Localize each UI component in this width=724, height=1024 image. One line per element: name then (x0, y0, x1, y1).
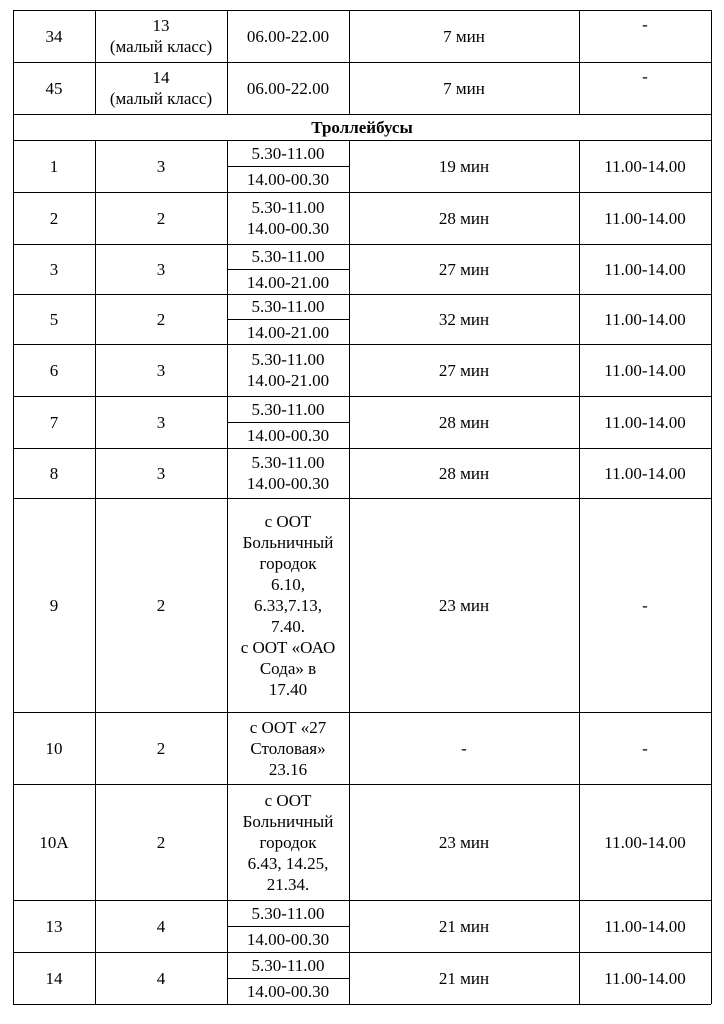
break-time-text: 11.00-14.00 (604, 832, 686, 852)
interval-cell (349, 448, 579, 498)
vehicle-count-cell (95, 396, 227, 448)
break-time-cell (579, 498, 711, 712)
route-number-text: 5 (49, 309, 59, 329)
column-divider (95, 140, 96, 1004)
operating-hours-line: с ООТ «ОАО (240, 637, 336, 657)
operating-hours-cell (227, 712, 349, 784)
vehicle-count-line: 4 (156, 916, 166, 936)
frame-divider (711, 114, 712, 140)
column-divider (711, 10, 712, 114)
operating-hours-cell (227, 498, 349, 712)
operating-hours-cell (227, 294, 349, 344)
break-time-cell (579, 448, 711, 498)
operating-hours-line: 14.00-21.00 (227, 319, 349, 344)
column-divider (579, 140, 580, 1004)
table-row (13, 952, 711, 1004)
route-number-text: 10 (45, 738, 63, 758)
interval-text: 7 мин (443, 26, 485, 46)
operating-hours-line: с ООТ (264, 790, 312, 810)
vehicle-count-cell (95, 62, 227, 114)
interval-text: 28 мин (438, 463, 490, 483)
frame-divider (13, 114, 14, 140)
vehicle-count-line: 2 (156, 208, 166, 228)
table-row (13, 448, 711, 498)
route-number-cell (13, 952, 95, 1004)
break-time-text: - (642, 595, 648, 615)
row-divider (13, 244, 711, 245)
break-time-cell (579, 10, 711, 62)
row-divider (13, 1004, 711, 1005)
vehicle-count-cell (95, 448, 227, 498)
table-row (13, 396, 711, 448)
break-time-cell (579, 900, 711, 952)
table-row (13, 294, 711, 344)
route-number-cell (13, 900, 95, 952)
route-number-text: 13 (45, 916, 63, 936)
operating-hours-line: 06.00-22.00 (246, 78, 330, 98)
break-time-cell (579, 344, 711, 396)
route-number-cell (13, 344, 95, 396)
break-time-cell (579, 244, 711, 294)
operating-hours-line: Столовая» (250, 738, 326, 758)
break-time-text: 11.00-14.00 (604, 412, 686, 432)
route-number-text: 10А (39, 832, 69, 852)
vehicle-count-line: 2 (156, 832, 166, 852)
break-time-cell (579, 294, 711, 344)
operating-hours-line: 06.00-22.00 (246, 26, 330, 46)
column-divider (227, 140, 228, 1004)
operating-hours-line: 5.30-11.00 (251, 198, 325, 217)
interval-cell (349, 140, 579, 192)
interval-text: 7 мин (443, 78, 485, 98)
vehicle-count-cell (95, 294, 227, 344)
row-divider (13, 62, 711, 63)
operating-hours-line: 23.16 (268, 759, 308, 779)
vehicle-count-line: 14 (152, 68, 170, 87)
operating-hours-line: 14.00-00.30 (227, 926, 349, 952)
vehicle-count-line: 2 (156, 309, 166, 329)
vehicle-count-cell (95, 900, 227, 952)
route-number-cell (13, 396, 95, 448)
row-divider (13, 10, 711, 11)
schedule-table (13, 10, 711, 1004)
column-divider (579, 10, 580, 114)
row-divider (13, 448, 711, 449)
vehicle-count-cell (95, 344, 227, 396)
column-divider (349, 140, 350, 1004)
interval-cell (349, 952, 579, 1004)
interval-text: 28 мин (438, 208, 490, 228)
operating-hours-line: 7.40. (271, 616, 305, 636)
operating-hours-line: 5.30-11.00 (251, 143, 325, 163)
interval-text: 32 мин (438, 309, 490, 329)
operating-hours-line: 14.00-00.30 (227, 166, 349, 192)
interval-text: 23 мин (438, 832, 490, 852)
operating-hours-cell (227, 396, 349, 448)
route-number-cell (13, 62, 95, 114)
break-time-text: 11.00-14.00 (604, 156, 686, 176)
vehicle-count-cell (95, 498, 227, 712)
operating-hours-line: 21.34. (266, 874, 310, 894)
vehicle-count-cell (95, 140, 227, 192)
column-divider (711, 140, 712, 1004)
interval-cell (349, 244, 579, 294)
table-row (13, 784, 711, 900)
interval-text: - (461, 738, 467, 758)
row-divider (13, 900, 711, 901)
operating-hours-cell (227, 448, 349, 498)
break-time-cell (579, 712, 711, 784)
operating-hours-line: 5.30-11.00 (251, 247, 325, 266)
operating-hours-cell (227, 784, 349, 900)
vehicle-count-cell (95, 192, 227, 244)
break-time-cell (579, 952, 711, 1004)
vehicle-count-line: 3 (156, 360, 166, 380)
interval-cell (349, 784, 579, 900)
break-time-text: 11.00-14.00 (604, 360, 686, 380)
interval-text: 23 мин (438, 595, 490, 615)
interval-cell (349, 396, 579, 448)
operating-hours-line: Больничный (242, 811, 334, 831)
route-number-text: 34 (45, 26, 63, 46)
route-number-text: 6 (49, 360, 59, 380)
operating-hours-cell (227, 952, 349, 1004)
break-time-text: 11.00-14.00 (604, 916, 686, 936)
table-row (13, 62, 711, 114)
table-row (13, 498, 711, 712)
break-time-text: 11.00-14.00 (604, 208, 686, 228)
interval-cell (349, 344, 579, 396)
interval-cell (349, 62, 579, 114)
interval-cell (349, 192, 579, 244)
break-time-text: 11.00-14.00 (604, 259, 686, 279)
route-number-text: 1 (49, 156, 59, 176)
break-time-cell (579, 396, 711, 448)
table-row (13, 344, 711, 396)
operating-hours-line: 14.00-00.30 (227, 422, 349, 448)
operating-hours-line: 5.30-11.00 (251, 399, 325, 419)
row-divider (13, 952, 711, 953)
column-divider (349, 10, 350, 114)
operating-hours-line: 14.00-00.30 (246, 474, 330, 493)
route-number-text: 8 (49, 463, 59, 483)
interval-cell (349, 10, 579, 62)
vehicle-count-line: 13 (152, 16, 170, 35)
vehicle-count-cell (95, 784, 227, 900)
vehicle-count-cell (95, 952, 227, 1004)
row-divider (13, 712, 711, 713)
operating-hours-line: 5.30-11.00 (251, 955, 325, 975)
vehicle-count-line: 3 (156, 463, 166, 483)
vehicle-count-line: (малый класс) (109, 37, 213, 56)
section-title: Троллейбусы (311, 117, 413, 137)
operating-hours-line: 14.00-21.00 (227, 269, 349, 294)
row-divider (13, 344, 711, 345)
break-time-cell (579, 784, 711, 900)
operating-hours-line: 6.43, 14.25, (247, 853, 329, 873)
operating-hours-cell (227, 344, 349, 396)
route-number-text: 2 (49, 208, 59, 228)
route-number-text: 3 (49, 259, 59, 279)
interval-text: 27 мин (438, 259, 490, 279)
operating-hours-line: 17.40 (268, 679, 308, 699)
route-number-cell (13, 784, 95, 900)
interval-text: 27 мин (438, 360, 490, 380)
interval-cell (349, 712, 579, 784)
vehicle-count-cell (95, 712, 227, 784)
table-row (13, 244, 711, 294)
row-divider (13, 784, 711, 785)
interval-cell (349, 294, 579, 344)
section-header-row (13, 114, 711, 140)
operating-hours-line: 5.30-11.00 (251, 453, 325, 472)
operating-hours-line: 14.00-00.30 (246, 219, 330, 238)
break-time-text: 11.00-14.00 (604, 968, 686, 988)
column-divider (13, 10, 14, 114)
vehicle-count-line: 2 (156, 595, 166, 615)
vehicle-count-line: 2 (156, 738, 166, 758)
operating-hours-line: с ООТ (264, 511, 312, 531)
operating-hours-line: 6.10, (271, 574, 305, 594)
operating-hours-line: Сода» в (259, 658, 317, 678)
interval-text: 21 мин (438, 916, 490, 936)
operating-hours-line: Больничный (242, 532, 334, 552)
operating-hours-cell (227, 62, 349, 114)
operating-hours-line: 5.30-11.00 (251, 903, 325, 923)
interval-text: 21 мин (438, 968, 490, 988)
break-time-cell (579, 192, 711, 244)
break-time-text: - (642, 15, 648, 34)
vehicle-count-cell (95, 10, 227, 62)
operating-hours-line: городок (259, 553, 317, 573)
break-time-text: 11.00-14.00 (604, 463, 686, 483)
route-number-cell (13, 140, 95, 192)
vehicle-count-line: (малый класс) (109, 89, 213, 108)
break-time-text: - (642, 67, 648, 86)
route-number-cell (13, 294, 95, 344)
row-divider (13, 114, 711, 115)
vehicle-count-line: 3 (156, 156, 166, 176)
column-divider (227, 10, 228, 114)
row-divider (13, 294, 711, 295)
route-number-cell (13, 244, 95, 294)
route-number-cell (13, 448, 95, 498)
operating-hours-line: городок (259, 832, 317, 852)
operating-hours-cell (227, 10, 349, 62)
operating-hours-line: 5.30-11.00 (251, 350, 325, 369)
operating-hours-line: 14.00-21.00 (246, 371, 330, 390)
route-number-text: 14 (45, 968, 63, 988)
table-row (13, 140, 711, 192)
column-divider (13, 140, 14, 1004)
route-number-text: 9 (49, 595, 59, 615)
break-time-text: 11.00-14.00 (604, 309, 686, 329)
vehicle-count-line: 3 (156, 259, 166, 279)
route-number-cell (13, 192, 95, 244)
operating-hours-cell (227, 192, 349, 244)
table-row (13, 712, 711, 784)
row-divider (13, 140, 711, 141)
operating-hours-cell (227, 244, 349, 294)
table-row (13, 10, 711, 62)
table-row (13, 192, 711, 244)
table-row (13, 900, 711, 952)
interval-text: 28 мин (438, 412, 490, 432)
row-divider (13, 498, 711, 499)
operating-hours-line: 5.30-11.00 (251, 297, 325, 316)
row-divider (13, 192, 711, 193)
operating-hours-cell (227, 140, 349, 192)
operating-hours-line: с ООТ «27 (249, 717, 327, 737)
operating-hours-line: 14.00-00.30 (227, 978, 349, 1004)
vehicle-count-line: 3 (156, 412, 166, 432)
break-time-cell (579, 140, 711, 192)
interval-text: 19 мин (438, 156, 490, 176)
interval-cell (349, 900, 579, 952)
operating-hours-cell (227, 900, 349, 952)
route-number-cell (13, 10, 95, 62)
vehicle-count-line: 4 (156, 968, 166, 988)
interval-cell (349, 498, 579, 712)
route-number-cell (13, 498, 95, 712)
vehicle-count-cell (95, 244, 227, 294)
route-number-cell (13, 712, 95, 784)
route-number-text: 7 (49, 412, 59, 432)
row-divider (13, 396, 711, 397)
column-divider (95, 10, 96, 114)
operating-hours-line: 6.33,7.13, (254, 595, 322, 615)
break-time-text: - (642, 738, 648, 758)
break-time-cell (579, 62, 711, 114)
route-number-text: 45 (45, 78, 63, 98)
